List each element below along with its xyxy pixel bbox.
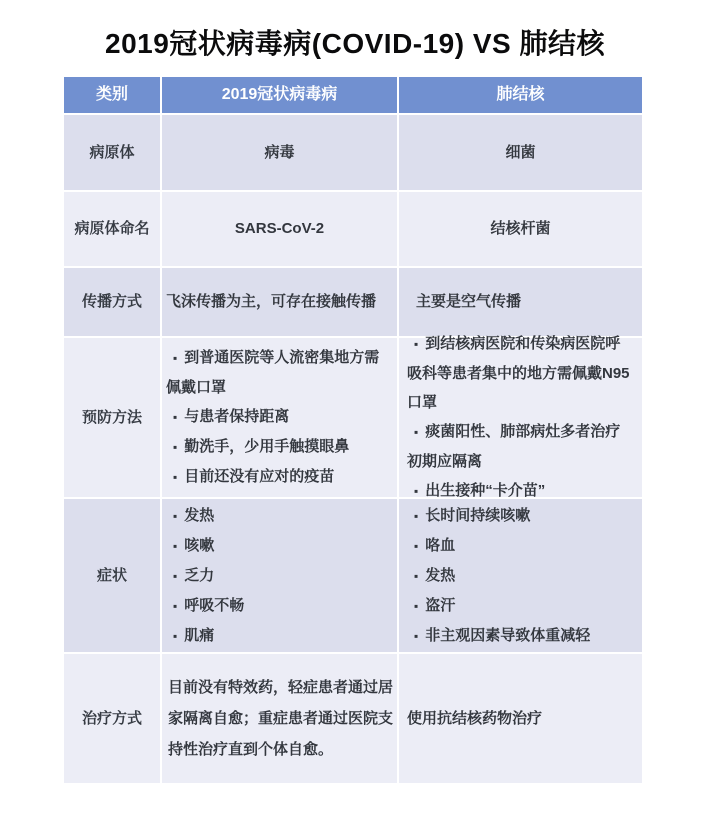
header-tuberculosis: 肺结核 <box>399 77 642 113</box>
row-label-pathogen: 病原体 <box>64 115 160 190</box>
cell-treatment-tb <box>399 654 642 783</box>
list-item <box>166 501 389 531</box>
list-item <box>166 402 389 432</box>
row-label-symptoms: 症状 <box>64 499 160 652</box>
header-covid: 2019冠状病毒病 <box>162 77 397 113</box>
list-item-text: 肌痛 <box>184 626 215 644</box>
list-item-text: 呼吸不畅 <box>184 596 245 614</box>
bullet-icon: ▪ <box>173 440 178 454</box>
list-item-text: 发热 <box>425 566 456 584</box>
bullet-icon: ▪ <box>414 538 419 553</box>
bullet-icon: ▪ <box>173 470 178 484</box>
list-item <box>407 501 634 531</box>
bullet-icon: ▪ <box>173 538 178 553</box>
cell-symptoms-tb <box>399 499 642 652</box>
cell-transmission-tb: 主要是空气传播 <box>399 268 642 336</box>
header-category: 类别 <box>64 77 160 113</box>
bullet-icon: ▪ <box>414 598 419 613</box>
list-item-text: 到结核病医院和传染病医院呼吸科等患者集中的地方需佩戴N95口罩 <box>407 335 630 411</box>
cell-treatment-covid <box>162 654 397 783</box>
cell-prevention-tb <box>399 335 642 499</box>
list-item-text: 到普通医院等人流密集地方需佩戴口罩 <box>166 349 380 396</box>
list-item <box>407 591 634 621</box>
cell-pathogen-name-tb: 结核杆菌 <box>399 192 642 266</box>
bullet-icon: ▪ <box>173 628 178 643</box>
bullet-icon: ▪ <box>414 337 419 351</box>
cell-prevention-covid <box>162 338 397 497</box>
list-item-text: 咳嗽 <box>184 536 215 554</box>
treatment-covid-text: 目前没有特效药，轻症患者通过居家隔离自愈；重症患者通过医院支持性治疗直到个体自愈。 <box>168 679 394 758</box>
cell-transmission-covid: 飞沫传播为主，可存在接触传播 <box>162 268 397 336</box>
list-item-text: 乏力 <box>184 566 215 584</box>
list-item-text: 盗汗 <box>425 596 456 614</box>
cell-pathogen-name-covid: SARS-CoV-2 <box>162 192 397 266</box>
bullet-icon: ▪ <box>414 628 419 643</box>
bullet-icon: ▪ <box>173 410 178 424</box>
list-item <box>166 462 389 492</box>
list-item <box>166 432 389 462</box>
row-label-prevention: 预防方法 <box>64 338 160 497</box>
list-item <box>407 417 634 476</box>
list-item-text: 与患者保持距离 <box>184 408 290 425</box>
list-item <box>166 621 389 651</box>
bullet-icon: ▪ <box>173 351 178 365</box>
row-label-pathogen-name: 病原体命名 <box>64 192 160 266</box>
cell-symptoms-covid <box>162 499 397 652</box>
bullet-icon: ▪ <box>173 568 178 583</box>
bullet-icon: ▪ <box>173 598 178 613</box>
list-item <box>407 531 634 561</box>
row-label-treatment: 治疗方式 <box>64 654 160 783</box>
list-item-text: 出生接种“卡介苗” <box>425 482 546 499</box>
cell-pathogen-tb: 细菌 <box>399 115 642 190</box>
comparison-table <box>64 77 640 783</box>
bullet-icon: ▪ <box>414 568 419 583</box>
list-item-text: 发热 <box>184 506 215 524</box>
list-item <box>166 531 389 561</box>
list-item <box>166 561 389 591</box>
list-item <box>407 621 634 651</box>
row-label-transmission: 传播方式 <box>64 268 160 336</box>
list-item-text: 咯血 <box>425 536 456 554</box>
bullet-icon: ▪ <box>414 508 419 523</box>
list-item <box>407 329 634 417</box>
cell-pathogen-covid: 病毒 <box>162 115 397 190</box>
bullet-icon: ▪ <box>173 508 178 523</box>
page-title: 2019冠状病毒病(COVID-19) VS 肺结核 <box>105 28 605 59</box>
treatment-tb-text: 使用抗结核药物治疗 <box>407 709 543 727</box>
list-item-text: 长时间持续咳嗽 <box>425 506 531 524</box>
bullet-icon: ▪ <box>414 425 419 439</box>
list-item-text: 痰菌阳性、肺部病灶多者治疗初期应隔离 <box>407 423 621 470</box>
list-item-text: 勤洗手，少用手触摸眼鼻 <box>184 438 350 455</box>
list-item <box>407 561 634 591</box>
list-item-text: 目前还没有应对的疫苗 <box>184 468 335 485</box>
list-item-text: 非主观因素导致体重减轻 <box>425 626 591 644</box>
bullet-icon: ▪ <box>414 484 419 498</box>
list-item <box>166 591 389 621</box>
list-item <box>166 343 389 402</box>
